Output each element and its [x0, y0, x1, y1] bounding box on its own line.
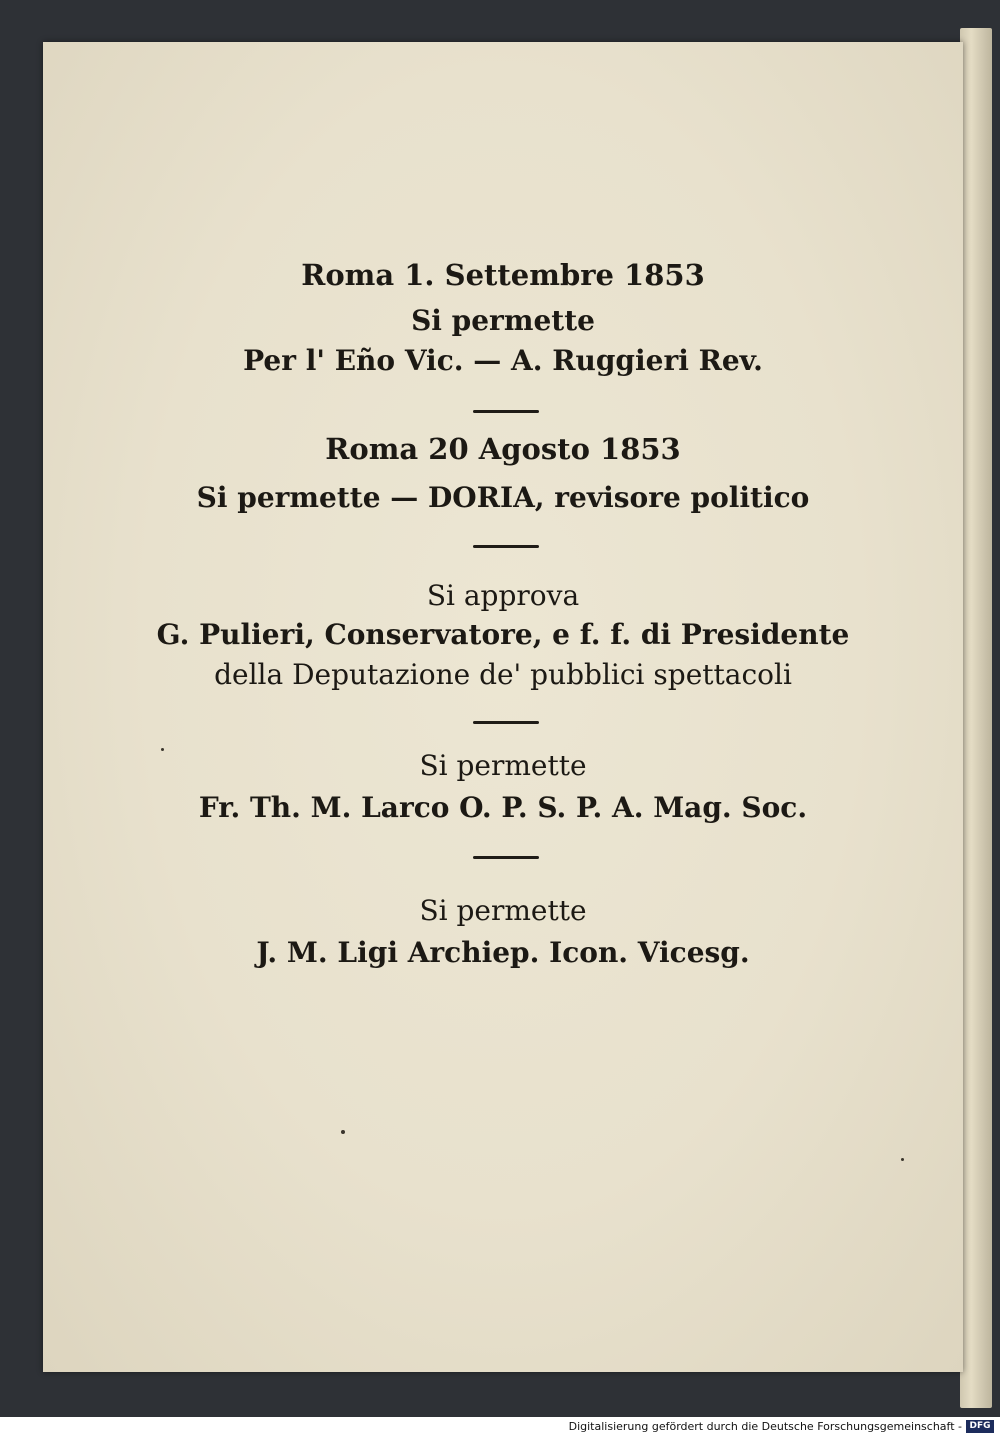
section-5-signatory: J. M. Ligi Archiep. Icon. Vicesg.	[256, 936, 750, 969]
section-4-permission: Si permette	[419, 749, 587, 782]
section-2-date: Roma 20 Agosto 1853	[325, 432, 681, 466]
footer-bar	[0, 1417, 1000, 1437]
funding-notice: Digitalisierung gefördert durch die Deutsche Forschungsgemeinschaft -	[568, 1420, 962, 1433]
section-1-permission: Si permette	[411, 304, 595, 337]
section-divider-2	[473, 545, 539, 548]
section-3-office: della Deputazione de' pubblici spettacoli	[214, 658, 792, 691]
paper-speck	[901, 1158, 904, 1161]
section-2-signatory: Si permette — DORIA, revisore politico	[196, 481, 810, 514]
dfg-logo: DFG	[966, 1420, 994, 1433]
section-divider-1	[473, 410, 539, 413]
section-divider-3	[473, 721, 539, 724]
paper-speck	[341, 1130, 345, 1134]
section-3-approval: Si approva	[426, 579, 580, 612]
section-divider-4	[473, 856, 539, 859]
section-5-permission: Si permette	[419, 894, 587, 927]
section-1-signatory: Per l' Eño Vic. — A. Ruggieri Rev.	[243, 344, 763, 377]
adjacent-page-edge	[960, 28, 992, 1408]
document-page	[43, 42, 963, 1372]
section-1-date: Roma 1. Settembre 1853	[301, 258, 705, 292]
section-3-signatory: G. Pulieri, Conservatore, e f. f. di Presidente	[156, 618, 850, 651]
paper-speck	[161, 748, 164, 751]
section-4-signatory: Fr. Th. M. Larco O. P. S. P. A. Mag. Soc.	[198, 791, 808, 824]
